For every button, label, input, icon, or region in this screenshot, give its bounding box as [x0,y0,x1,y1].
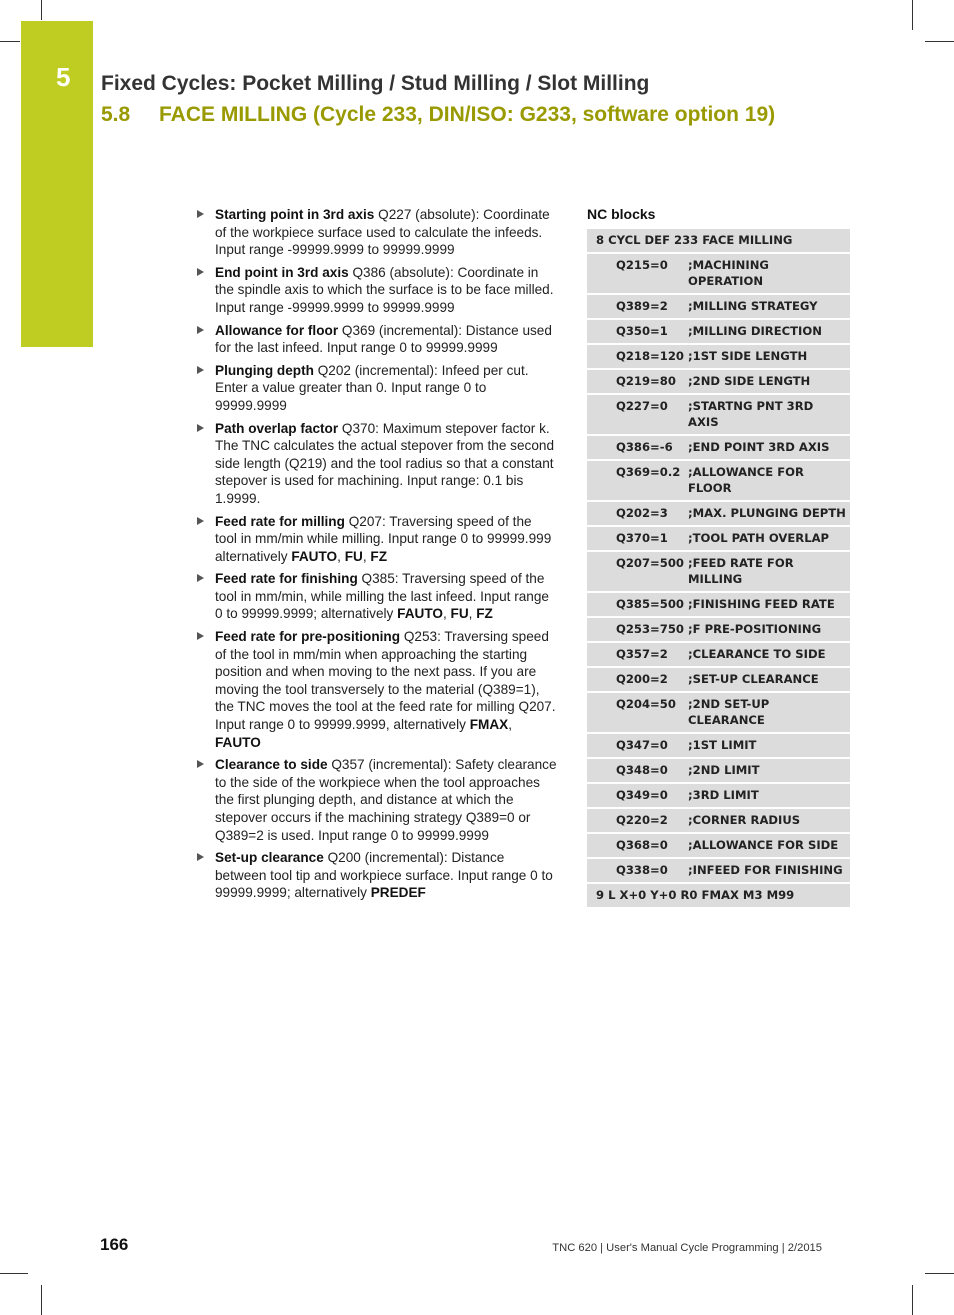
nc-comment: ;2ND SIDE LENGTH [688,370,850,395]
nc-parameter: Q227=0 [587,395,688,436]
nc-parameter: Q369=0.2 [587,461,688,502]
chapter-title: Fixed Cycles: Pocket Milling / Stud Milling / Slot Milling [101,72,650,95]
nc-row [587,643,850,668]
nc-comment: ;3RD LIMIT [688,784,850,809]
bullet-arrow-icon [197,366,204,374]
nc-row [587,295,850,320]
parameter-item [197,849,557,902]
parameter-description: Q227 (absolute): Coordinate of the workpiece surface used to calculate the infeeds. Input range -99999.9999 to 99999.9999 [215,207,550,258]
nc-parameter: Q253=750 [587,618,688,643]
parameter-name: Allowance for floor [215,322,339,338]
nc-comment: ;CLEARANCE TO SIDE [688,643,850,668]
nc-parameter: Q350=1 [587,320,688,345]
nc-footer-row [587,884,850,909]
parameter-keyword: FAUTO [397,606,443,622]
nc-footer: 9 L X+0 Y+0 R0 FMAX M3 M99 [587,884,850,909]
nc-blocks [587,206,850,909]
nc-parameter: Q219=80 [587,370,688,395]
nc-parameter: Q204=50 [587,693,688,734]
nc-parameter: Q218=120 [587,345,688,370]
parameter-name: Feed rate for finishing [215,571,358,587]
parameter-item [197,264,557,317]
crop-mark [0,1273,28,1274]
nc-parameter: Q349=0 [587,784,688,809]
nc-row [587,759,850,784]
nc-parameter: Q220=2 [587,809,688,834]
nc-comment: ;FINISHING FEED RATE [688,593,850,618]
nc-header: 8 CYCL DEF 233 FACE MILLING [587,229,850,254]
parameter-item [197,756,557,844]
section-title-text: FACE MILLING (Cycle 233, DIN/ISO: G233, software option 19) [159,103,776,126]
nc-row [587,370,850,395]
parameter-item [197,362,557,415]
nc-row [587,502,850,527]
parameter-keyword: FAUTO [215,734,261,750]
section-title [101,103,775,127]
bullet-arrow-icon [197,268,204,276]
parameter-name: Feed rate for pre-positioning [215,629,401,645]
parameter-description: Q386 (absolute): Coordinate in the spindle axis to which the surface is to be face milled. Input range -99999.9999 to 99999.9999 [215,264,554,315]
crop-mark [41,0,42,20]
nc-blocks-title: NC blocks [587,206,656,222]
parameter-description: Q357 (incremental): Safety clearance to the side of the workpiece when the tool approaches the first plunging depth, and distance at which the stepover occurs if the machining strategy Q389=0 or Q389=2 is used. Input range 0 to 99999.9999 [215,757,557,843]
nc-row [587,552,850,593]
parameter-keyword: FU [450,606,469,622]
parameter-name: Plunging depth [215,362,314,378]
nc-comment: ;END POINT 3RD AXIS [688,436,850,461]
nc-row [587,834,850,859]
parameter-description: Q207: Traversing speed of the tool in mm/min while milling. Input range 0 to 99999.999 alternatively [215,513,552,564]
page-footer: TNC 620 | User's Manual Cycle Programming | 2/2015 [552,1242,822,1254]
bullet-arrow-icon [197,210,204,218]
nc-parameter: Q389=2 [587,295,688,320]
bullet-arrow-icon [197,853,204,861]
parameter-item [197,420,557,508]
nc-header-row [587,229,850,254]
parameter-item [197,322,557,357]
nc-comment: ;2ND SET-UP CLEARANCE [688,693,850,734]
nc-parameter: Q348=0 [587,759,688,784]
parameter-name: End point in 3rd axis [215,264,349,280]
nc-comment: ;MILLING DIRECTION [688,320,850,345]
section-number: 5.8 [101,103,131,126]
nc-comment: ;2ND LIMIT [688,759,850,784]
nc-parameter: Q385=500 [587,593,688,618]
crop-mark [912,0,913,30]
nc-comment: ;CORNER RADIUS [688,809,850,834]
parameter-description: Q370: Maximum stepover factor k. The TNC calculates the actual stepover from the second side length (Q219) and the tool radius so that a constant stepover is used for machining. Input range: 0.1 bis 1.9999. [215,420,555,506]
nc-comment: ;TOOL PATH OVERLAP [688,527,850,552]
parameter-list [197,206,557,907]
page-number: 166 [100,1235,129,1254]
bullet-arrow-icon [197,760,204,768]
bullet-arrow-icon [197,574,204,582]
nc-row [587,593,850,618]
bullet-arrow-icon [197,326,204,334]
parameter-name: Starting point in 3rd axis [215,207,375,222]
crop-mark [41,1285,42,1315]
nc-comment: ;MAX. PLUNGING DEPTH [688,502,850,527]
nc-row [587,345,850,370]
parameter-keyword: PREDEF [370,885,426,901]
nc-row [587,859,850,884]
nc-parameter: Q386=-6 [587,436,688,461]
nc-comment: ;STARTNG PNT 3RD AXIS [688,395,850,436]
nc-comment: ;ALLOWANCE FOR FLOOR [688,461,850,502]
crop-mark [0,41,20,42]
chapter-number: 5 [56,62,71,92]
nc-comment: ;ALLOWANCE FOR SIDE [688,834,850,859]
nc-row [587,693,850,734]
nc-row [587,254,850,295]
nc-parameter: Q200=2 [587,668,688,693]
crop-mark [925,1273,954,1274]
nc-blocks-table [587,229,850,909]
nc-row [587,618,850,643]
parameter-name: Clearance to side [215,757,328,773]
parameter-item: Feed rate for finishing Q385: Traversing speed of the tool in mm/min, while milling the last infeed. Input range 0 to 99999.9999; alternatively FAUTO, FU, FZ [197,570,557,623]
nc-parameter: Q347=0 [587,734,688,759]
parameter-name: Set-up clearance [215,850,324,866]
parameter-description: Q385: Traversing speed of the tool in mm/min, while milling the last infeed. Input range 0 to 99999.9999; alternatively [215,571,549,622]
nc-row [587,668,850,693]
crop-mark [912,1285,913,1315]
nc-comment: ;FEED RATE FOR MILLING [688,552,850,593]
nc-row [587,734,850,759]
nc-comment: ;1ST SIDE LENGTH [688,345,850,370]
nc-row [587,461,850,502]
nc-parameter: Q357=2 [587,643,688,668]
nc-row [587,784,850,809]
nc-comment: ;INFEED FOR FINISHING [688,859,850,884]
bullet-arrow-icon [197,632,204,640]
nc-comment: ;F PRE-POSITIONING [688,618,850,643]
parameter-keyword: FZ [476,606,493,622]
parameter-keyword: FZ [370,548,387,564]
bullet-arrow-icon [197,424,204,432]
parameter-item [197,206,557,259]
nc-parameter: Q207=500 [587,552,688,593]
nc-parameter: Q338=0 [587,859,688,884]
nc-row [587,436,850,461]
nc-row [587,320,850,345]
parameter-keyword: FAUTO [291,548,338,564]
nc-parameter: Q215=0 [587,254,688,295]
nc-comment: ;MACHINING OPERATION [688,254,850,295]
nc-row [587,527,850,552]
nc-parameter: Q370=1 [587,527,688,552]
crop-mark [925,41,954,42]
parameter-description: Q369 (incremental): Distance used for the last infeed. Input range 0 to 99999.9999 [215,322,552,356]
parameter-keyword: FU [344,548,363,564]
nc-comment: ;1ST LIMIT [688,734,850,759]
parameter-name: Feed rate for milling [215,513,345,529]
nc-row [587,395,850,436]
nc-parameter: Q202=3 [587,502,688,527]
nc-row [587,809,850,834]
nc-comment: ;SET-UP CLEARANCE [688,668,850,693]
nc-parameter: Q368=0 [587,834,688,859]
parameter-description: Q253: Traversing speed of the tool in mm/min when approaching the starting position and when moving to the next pass. If you are moving the tool transversely to the material (Q389=1), the TNC moves the tool at the feed rate for milling Q207. Input range 0 to 99999.9999, alternatively [215,629,556,733]
parameter-name: Path overlap factor [215,420,339,436]
parameter-description: Q200 (incremental): Distance between tool tip and workpiece surface. Input range 0 to 99999.9999; alternatively [215,850,553,901]
parameter-description: Q202 (incremental): Infeed per cut. Enter a value greater than 0. Input range 0 to 99999.9999 [215,362,529,413]
parameter-item: Feed rate for milling Q207: Traversing speed of the tool in mm/min while milling. Input range 0 to 99999.999 alternatively FAUTO, FU, FZ [197,513,557,566]
parameter-item: Feed rate for pre-positioning Q253: Traversing speed of the tool in mm/min when approaching the starting position and when moving to the next pass. If you are moving the tool transversely to the material (Q389=1), the TNC moves the tool at the feed rate for milling Q207. Input range 0 to 99999.9999, alternatively FMAX, FAUTO [197,628,557,751]
bullet-arrow-icon [197,517,204,525]
parameter-keyword: FMAX [469,717,509,733]
nc-comment: ;MILLING STRATEGY [688,295,850,320]
